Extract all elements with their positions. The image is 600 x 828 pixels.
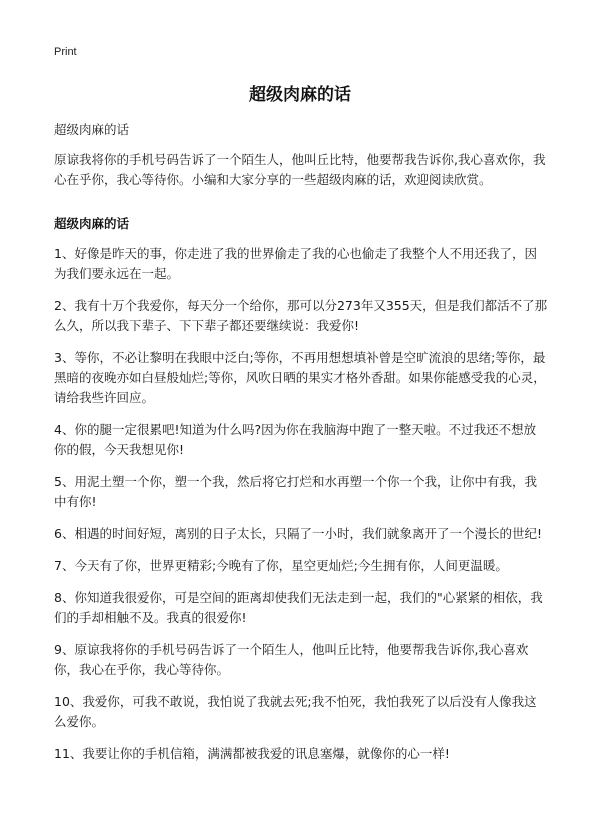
document-title: 超级肉麻的话: [249, 85, 351, 105]
list-item: 11、我要让你的手机信箱，满满都被我爱的讯息塞爆，就像你的心一样!: [54, 746, 450, 761]
section-heading: 超级肉麻的话: [54, 216, 130, 231]
list-item: 6、相遇的时间好短，离别的日子太长，只隔了一小时，我们就象离开了一个漫长的世纪!: [54, 526, 542, 541]
list-item: 3、等你，不必让黎明在我眼中泛白;等你，不再用想想填补曾是空旷流浪的思绪;等你，最黑暗的夜晚亦如白昼般灿烂;等你，风吹日晒的果实才格外香甜。如果你能感受我的心灵，请给我些许回应。: [54, 350, 546, 405]
list-item: 1、好像是昨天的事，你走进了我的世界偷走了我的心也偷走了我整个人不用还我了，因为我们要永远在一起。: [54, 246, 537, 281]
print-link[interactable]: Print: [54, 46, 77, 58]
list-item: 10、我爱你，可我不敢说，我怕说了我就去死;我不怕死，我怕我死了以后没有人像我这么爱你。: [54, 694, 537, 729]
list-item: 4、你的腿一定很累吧!知道为什么吗?因为你在我脑海中跑了一整天啦。不过我还不想放你的假，今天我想见你!: [54, 422, 537, 457]
document-subtitle: 超级肉麻的话: [54, 122, 130, 137]
list-item: 7、今天有了你，世界更精彩;今晚有了你，星空更灿烂;今生拥有你，人间更温暖。: [54, 558, 508, 573]
list-item: 5、用泥土塑一个你，塑一个我，然后将它打烂和水再塑一个你一个我，让你中有我，我中有你!: [54, 474, 537, 509]
intro-paragraph: 原谅我将你的手机号码告诉了一个陌生人，他叫丘比特，他要帮我告诉你,我心喜欢你，我心在乎你，我心等待你。小编和大家分享的一些超级肉麻的话，欢迎阅读欣赏。: [54, 152, 546, 187]
quote-list: [54, 244, 548, 776]
list-item: 8、你知道我很爱你，可是空间的距离却使我们无法走到一起，我们的"心紧紧的相依，我们的手却相触不及。我真的很爱你!: [54, 590, 543, 625]
list-item: 9、原谅我将你的手机号码告诉了一个陌生人，他叫丘比特，他要帮我告诉你,我心喜欢你，我心在乎你，我心等待你。: [54, 642, 529, 677]
list-item: 2、我有十万个我爱你，每天分一个给你，那可以分273年又355天，但是我们都活不了那么久，所以我下辈子、下下辈子都还要继续说：我爱你!: [54, 298, 548, 333]
